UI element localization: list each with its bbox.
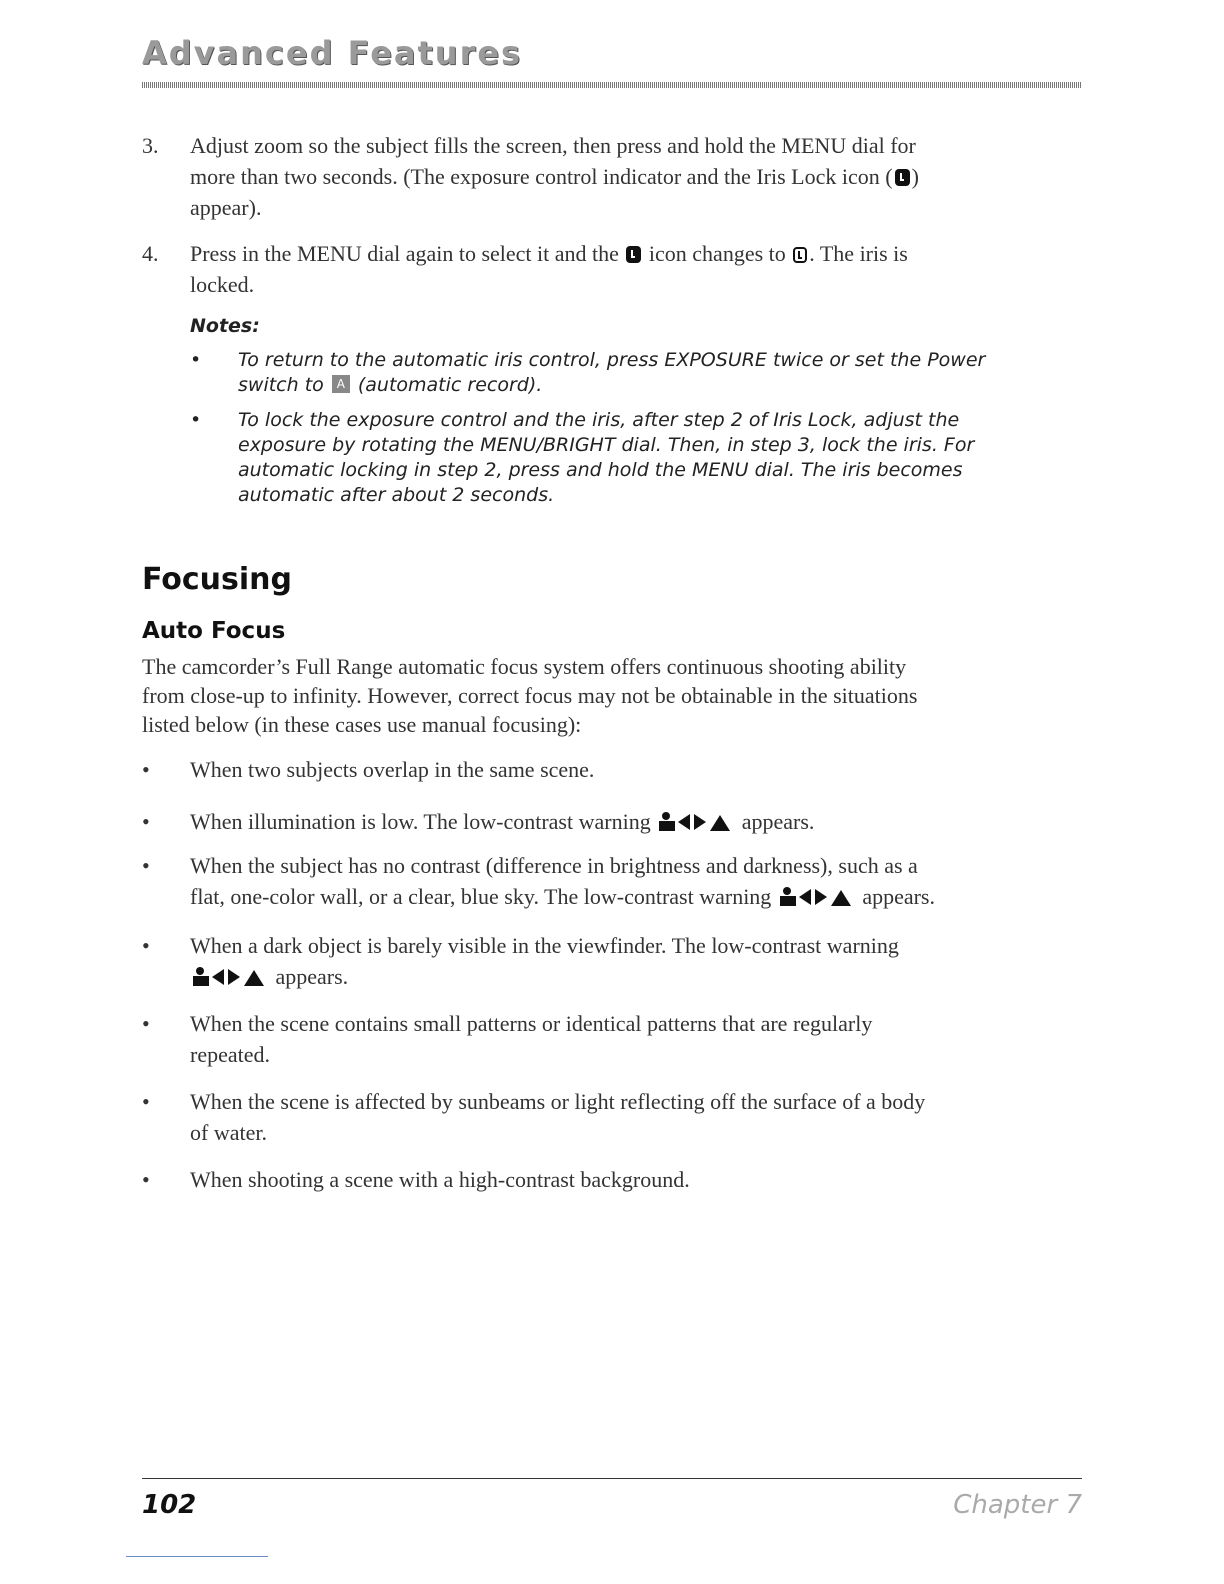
step-number: 4. — [142, 241, 159, 266]
iris-lock-icon — [626, 246, 641, 263]
low-contrast-warning-icon — [192, 966, 268, 988]
bullet: • — [142, 933, 150, 958]
subsection-title: Auto Focus — [142, 618, 286, 644]
item-text: When shooting a scene with a high-contrast background. — [190, 1167, 690, 1192]
list-item — [142, 754, 1072, 785]
step-3-line-2b: ) — [911, 164, 919, 189]
note-2-line-1: To lock the exposure control and the iris, after step 2 of Iris Lock, adjust the — [238, 409, 960, 431]
iris-lock-outline-icon — [793, 247, 807, 263]
step-4-line-1c: . The iris is — [809, 241, 908, 266]
low-contrast-warning-icon — [658, 811, 734, 833]
item-3-line-2b: appears. — [856, 884, 935, 909]
item-6-line-1: When the scene is affected by sunbeams or light reflecting off the surface of a body — [190, 1089, 926, 1114]
note-1-line-2a: switch to — [238, 374, 330, 396]
notes-title: Notes: — [190, 315, 260, 337]
intro-paragraph — [142, 652, 1072, 739]
section-title: Focusing — [142, 562, 292, 597]
intro-line-3: listed below (in these cases use manual focusing): — [142, 712, 582, 737]
note-2-line-3: automatic locking in step 2, press and hold the MENU dial. The iris becomes — [238, 459, 963, 481]
item-3-line-2a: flat, one-color wall, or a clear, blue sky. The low-contrast warning — [190, 884, 777, 909]
bullet: • — [142, 809, 150, 834]
intro-line-2: from close-up to infinity. However, correct focus may not be obtainable in the situations — [142, 683, 918, 708]
step-4-line-2: locked. — [190, 272, 255, 297]
auto-record-icon — [332, 375, 350, 393]
step-3-line-1: Adjust zoom so the subject fills the screen, then press and hold the MENU dial for — [190, 133, 916, 158]
footer-rule — [142, 1478, 1082, 1479]
note-2-line-4: automatic after about 2 seconds. — [238, 484, 555, 506]
header-rule — [142, 82, 1082, 88]
step-4 — [142, 238, 1082, 300]
page-header-title: Advanced Features — [142, 34, 523, 72]
step-number: 3. — [142, 133, 159, 158]
item-5-line-2: repeated. — [190, 1042, 270, 1067]
list-item — [142, 1164, 1072, 1195]
note-1-line-2b: (automatic record). — [351, 374, 543, 396]
list-item — [142, 850, 1072, 912]
bullet: • — [142, 1089, 150, 1114]
note-item — [190, 408, 1070, 508]
item-2-line-1a: When illumination is low. The low-contrast warning — [190, 809, 657, 834]
list-item — [142, 1086, 1072, 1148]
item-text: When two subjects overlap in the same scene. — [190, 757, 595, 782]
item-4-line-1: When a dark object is barely visible in the viewfinder. The low-contrast warning — [190, 933, 899, 958]
step-3 — [142, 130, 1082, 223]
bullet: • — [190, 409, 202, 431]
chapter-label: Chapter 7 — [953, 1490, 1082, 1520]
item-5-line-1: When the scene contains small patterns or identical patterns that are regularly — [190, 1011, 873, 1036]
bullet: • — [142, 853, 150, 878]
low-contrast-warning-icon — [779, 886, 855, 908]
step-4-line-1b: icon changes to — [643, 241, 792, 266]
list-item — [142, 806, 1072, 837]
iris-lock-icon — [895, 169, 910, 186]
note-2-line-2: exposure by rotating the MENU/BRIGHT dial. Then, in step 3, lock the iris. For — [238, 434, 975, 456]
bullet: • — [190, 349, 202, 371]
item-6-line-2: of water. — [190, 1120, 267, 1145]
intro-line-1: The camcorder’s Full Range automatic focus system offers continuous shooting ability — [142, 654, 907, 679]
step-3-line-3: appear). — [190, 195, 262, 220]
item-2-line-1b: appears. — [736, 809, 815, 834]
bullet: • — [142, 757, 150, 782]
item-4-line-2b: appears. — [270, 964, 349, 989]
item-3-line-1: When the subject has no contrast (difference in brightness and darkness), such as a — [190, 853, 918, 878]
scan-artifact-line — [126, 1556, 268, 1557]
step-3-line-2a: more than two seconds. (The exposure control indicator and the Iris Lock icon ( — [190, 164, 893, 189]
note-item — [190, 348, 1070, 398]
list-item — [142, 1008, 1072, 1070]
page-number: 102 — [142, 1490, 197, 1520]
step-4-line-1a: Press in the MENU dial again to select it and the — [190, 241, 625, 266]
bullet: • — [142, 1011, 150, 1036]
bullet: • — [142, 1167, 150, 1192]
note-1-line-1: To return to the automatic iris control, press EXPOSURE twice or set the Power — [238, 349, 986, 371]
list-item — [142, 930, 1072, 992]
